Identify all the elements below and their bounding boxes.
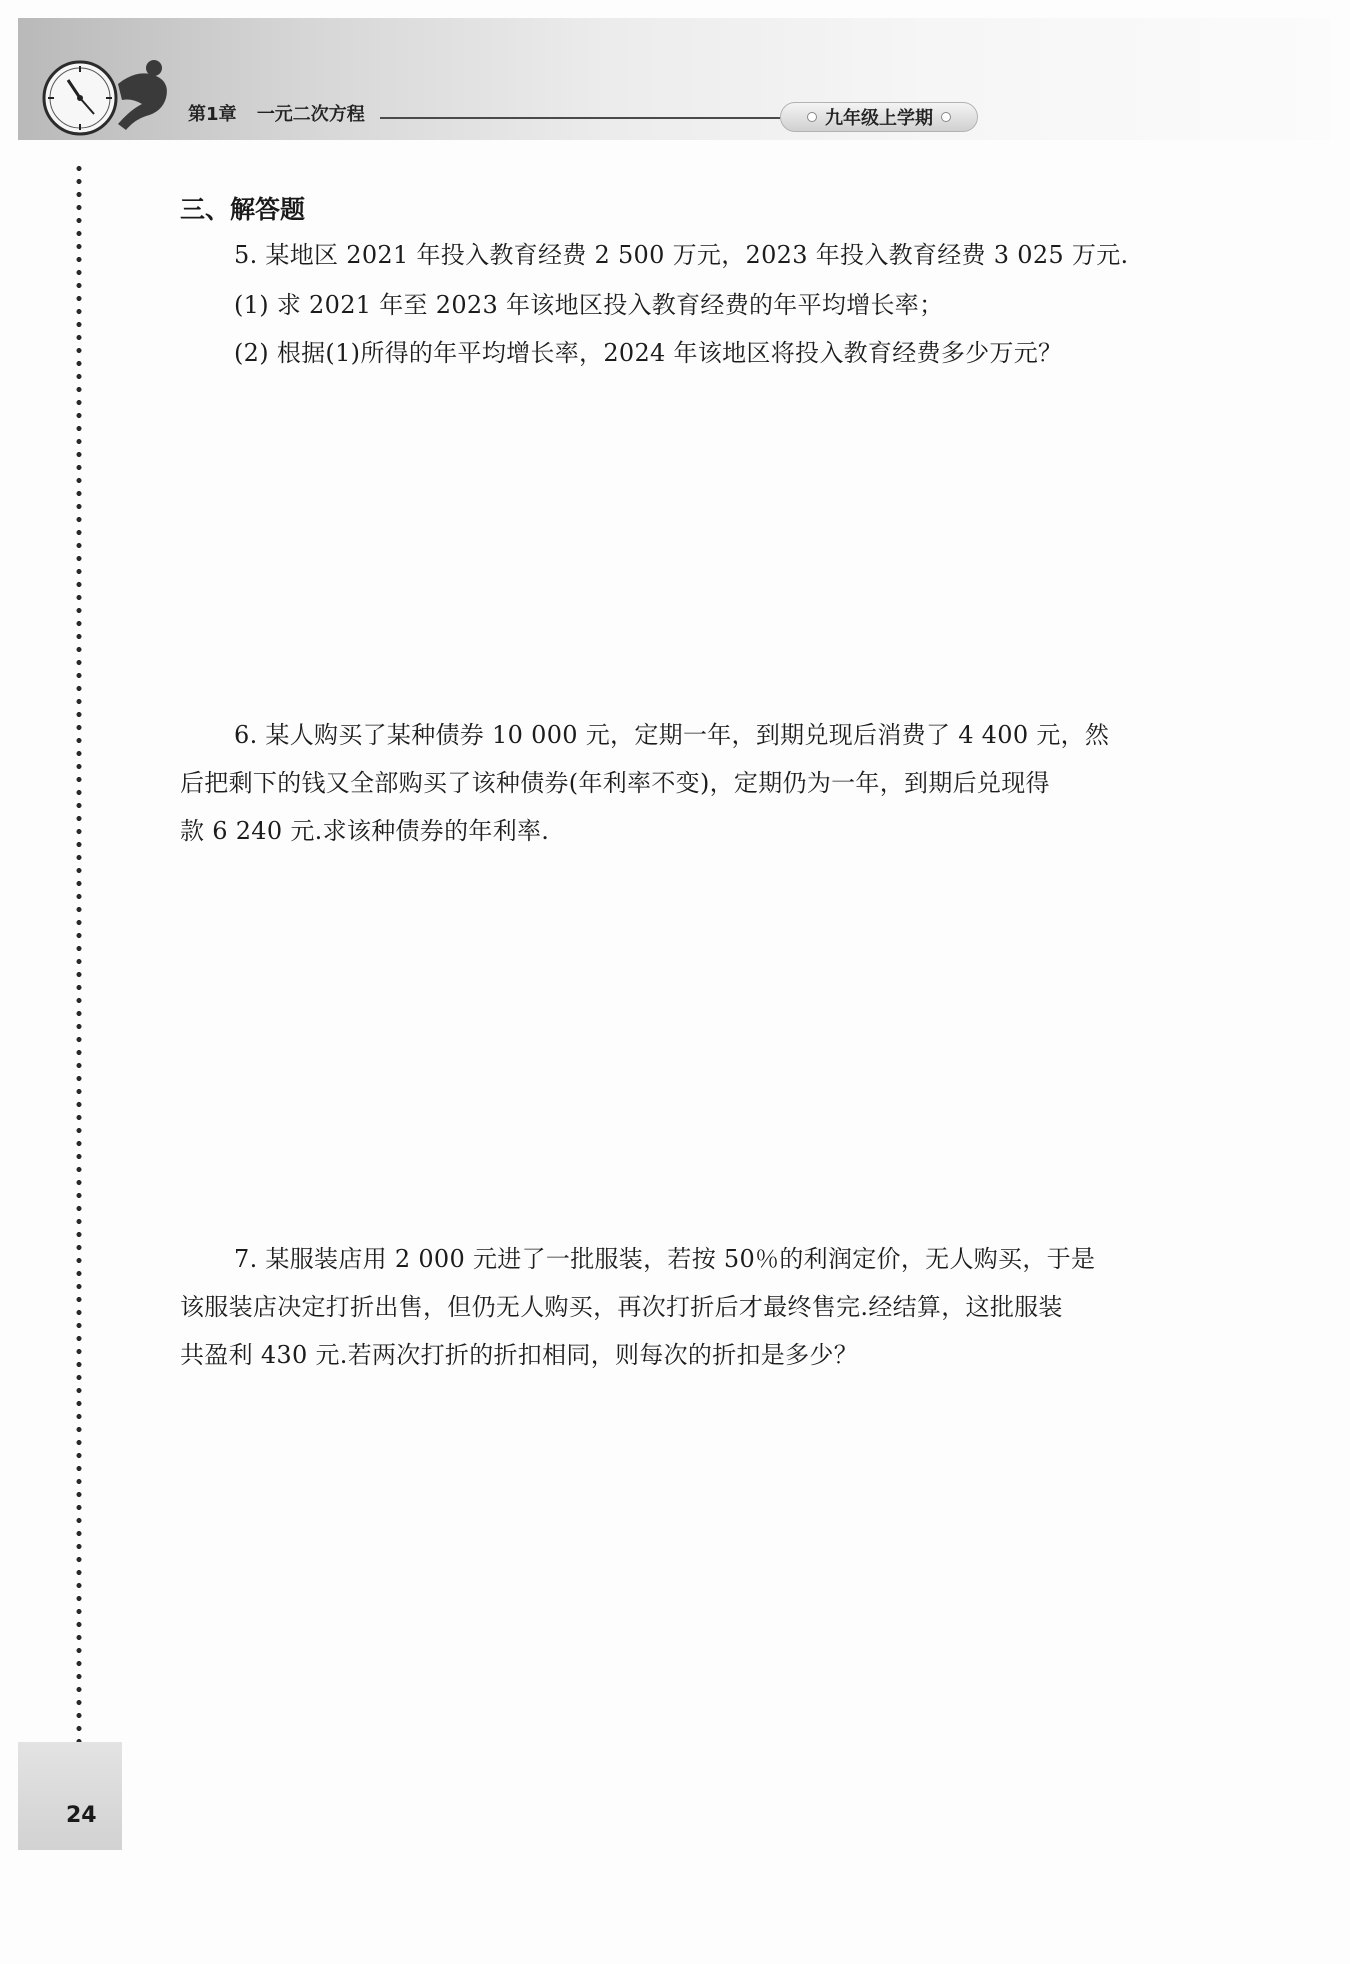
problem-5-line-2: (1) 求 2021 年至 2023 年该地区投入教育经费的年平均增长率； [234, 291, 944, 319]
header-rule [380, 117, 780, 119]
problem-7-line-3: 共盈利 430 元.若两次打折的折扣相同，则每次的折扣是多少？ [180, 1341, 858, 1369]
page-number: 24 [66, 1803, 97, 1828]
problem-5-line-3: (2) 根据(1)所得的年平均增长率，2024 年该地区将投入教育经费多少万元？ [234, 339, 1063, 367]
section-title: 三、解答题 [180, 195, 306, 224]
page-number-box [18, 1742, 122, 1850]
problem-6-line-2: 后把剩下的钱又全部购买了该种债券(年利率不变)，定期仍为一年，到期后兑现得 [180, 769, 1050, 797]
problem-7-line-1: 7. 某服装店用 2 000 元进了一批服装，若按 50％的利润定价，无人购买，于是 [234, 1245, 1096, 1273]
dot-icon [941, 112, 951, 122]
clock-runner-logo-icon [38, 54, 188, 140]
grade-label: 九年级上学期 [825, 108, 933, 129]
chapter-title: 一元二次方程 [256, 104, 365, 125]
binding-dotted-line [76, 162, 82, 1742]
dot-icon [807, 112, 817, 122]
problem-7-line-2: 该服装店决定打折出售，但仍无人购买，再次打折后才最终售完.经结算，这批服装 [180, 1293, 1063, 1321]
problem-5-line-1: 5. 某地区 2021 年投入教育经费 2 500 万元，2023 年投入教育经费 3 025 万元. [234, 241, 1129, 269]
problem-6-line-1: 6. 某人购买了某种债券 10 000 元，定期一年，到期兑现后消费了 4 400 元，然 [234, 721, 1110, 749]
chapter-label [188, 100, 379, 126]
problem-6-line-3: 款 6 240 元.求该种债券的年利率. [180, 817, 550, 845]
chapter-number: 第1章 [188, 104, 237, 125]
grade-badge [780, 102, 978, 132]
